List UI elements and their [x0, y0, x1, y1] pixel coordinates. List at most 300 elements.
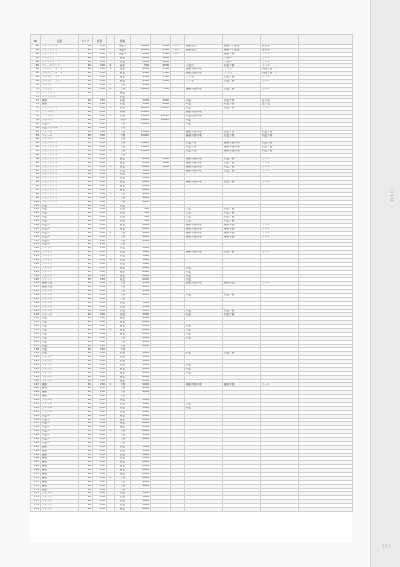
table-cell: 初場 [115, 107, 131, 111]
table-cell: 初量 [41, 344, 79, 348]
table-cell: 9000 [131, 437, 151, 441]
table-cell: 初量ク場 [223, 99, 261, 103]
table-cell: 250 [93, 294, 107, 298]
table-cell: 40 [79, 410, 93, 414]
table-cell: 111 [31, 243, 41, 247]
table-cell: 千場 [115, 134, 131, 138]
table-cell: 40 [79, 243, 93, 247]
table-cell: ミース [261, 165, 299, 169]
table-cell: 初量 [115, 220, 131, 224]
table-cell: 魔術 [41, 469, 79, 473]
table-cell: 着量 [115, 426, 131, 430]
table-cell: 着量 [115, 325, 131, 329]
table-cell: 250 [93, 317, 107, 321]
table-cell: ブロンズ [41, 262, 79, 266]
table-cell: 3000 [131, 99, 151, 103]
table-cell: 80 [31, 122, 41, 126]
table-cell: 初量 [41, 317, 79, 321]
table-cell: 250 [93, 465, 107, 469]
table-cell: 250 [93, 239, 107, 243]
table-cell: 魔術 [41, 445, 79, 449]
table-cell: フレーヤ・ル・メ [41, 68, 79, 72]
table-cell: 魔術帝国 [223, 231, 261, 235]
table-cell: 9000 [131, 192, 151, 196]
table-cell: 初量 [115, 496, 131, 500]
table-cell: フォクサクス [41, 45, 79, 49]
table-cell: 0 [107, 87, 115, 91]
table-cell: 82 [31, 130, 41, 134]
table-cell: 初量 [115, 453, 131, 457]
table-cell: 250 [93, 445, 107, 449]
table-cell: 3000 [131, 402, 151, 406]
table-cell: 着量 [115, 461, 131, 465]
table-cell: 40 [79, 364, 93, 368]
table-cell: 初量 [115, 99, 131, 103]
table-cell: フォーン [41, 379, 79, 383]
table-cell: 250 [93, 146, 107, 150]
table-cell: 40 [79, 352, 93, 356]
table-cell: 6000 [131, 60, 151, 64]
table-cell: 250 [93, 118, 107, 122]
table-cell: 初量 [115, 216, 131, 220]
table-cell: 着量 [115, 371, 131, 375]
table-cell: 133 [31, 329, 41, 333]
table-cell: 40 [79, 472, 93, 476]
table-cell: 40 [79, 130, 93, 134]
table-cell: 98 [31, 192, 41, 196]
table-cell: 250 [93, 48, 107, 52]
table-cell: 67 [31, 72, 41, 76]
table-cell: 250 [93, 414, 107, 418]
table-cell: 魔術 [41, 484, 79, 488]
table-cell: 着量 [115, 72, 131, 76]
table-cell: 初量 [185, 313, 223, 317]
table-cell [223, 507, 261, 511]
table-cell: 魔術 [41, 449, 79, 453]
table-cell: ミース [261, 161, 299, 165]
table-cell: 250 [93, 107, 107, 111]
side-label: ITEM [389, 190, 394, 202]
table-cell: 250 [93, 402, 107, 406]
table-cell: 魔術帝国の場 [185, 223, 223, 227]
table-cell: 40 [79, 255, 93, 259]
table-cell: 40 [79, 504, 93, 508]
table-cell: 40 [79, 395, 93, 399]
table-cell: ミース [261, 282, 299, 286]
table-cell: 40 [79, 274, 93, 278]
table-cell: 初量 [115, 204, 131, 208]
table-cell: 初量 [185, 352, 223, 356]
table-cell: ブロンズ [41, 251, 79, 255]
table-cell: 110 [31, 239, 41, 243]
table-cell: 162 [31, 441, 41, 445]
table-cell: 78 [31, 115, 41, 119]
table-cell: 250 [93, 434, 107, 438]
table-cell: 千場 [115, 488, 131, 492]
table-cell: 1 [107, 192, 115, 196]
table-cell: 6000 [131, 329, 151, 333]
table-cell: フォーン [41, 266, 79, 270]
table-cell: 5500 [151, 52, 171, 56]
table-cell: 40 [79, 367, 93, 371]
table-cell: 250 [93, 169, 107, 173]
table-cell: 250 [93, 286, 107, 290]
table-cell: 魔術帝国 [223, 383, 261, 387]
table-cell: 40 [79, 235, 93, 239]
table-cell: 人量だ [185, 64, 223, 68]
table-cell: 初量 [115, 352, 131, 356]
table-cell: フォクサクス [41, 200, 79, 204]
table-cell: ミース [261, 181, 299, 185]
table-cell: 魔術帝国の場 [185, 251, 223, 255]
table-cell: 千場 [115, 200, 131, 204]
table-cell: 魔術 [41, 391, 79, 395]
table-cell: 千場 [115, 239, 131, 243]
table-cell: 500 [131, 216, 151, 220]
column-header [107, 35, 115, 45]
table-cell: 魔術帝国 [223, 223, 261, 227]
table-cell: ミネ7 [171, 52, 185, 56]
table-cell: 着量 [115, 375, 131, 379]
table-cell: 40 [79, 379, 93, 383]
table-cell: 149 [31, 391, 41, 395]
table-cell: 6500 [151, 48, 171, 52]
table-cell: 250 [93, 492, 107, 496]
table-cell: 250 [93, 367, 107, 371]
table-cell: 9000 [131, 294, 151, 298]
table-cell: フォーン [41, 364, 79, 368]
table-cell: 魔術帝国の場 [223, 146, 261, 150]
table-cell: フォクサクス [41, 107, 79, 111]
table-cell: 千場 [115, 340, 131, 344]
table-cell: 143 [31, 367, 41, 371]
table-cell: 人量 [185, 212, 223, 216]
table-cell [107, 507, 115, 511]
table-cell: 40 [79, 76, 93, 80]
table-cell: 千場 [115, 235, 131, 239]
table-cell: 250 [93, 476, 107, 480]
table-cell: 魔術 [41, 465, 79, 469]
table-cell: フォーン [41, 500, 79, 504]
table-cell: 3500 [151, 80, 171, 84]
table-cell: 40 [79, 258, 93, 262]
table-cell: 40 [79, 103, 93, 107]
table-cell: フォーン [41, 492, 79, 496]
table-cell: 40 [79, 87, 93, 91]
table-cell: 初量ル [41, 235, 79, 239]
table-cell: 魔術帝国の場 [185, 383, 223, 387]
table-cell: 1 [107, 83, 115, 87]
table-cell: 初量 [41, 352, 79, 356]
table-cell: 6000 [131, 507, 151, 511]
table-cell: 初量ル [41, 426, 79, 430]
table-cell: 118 [31, 270, 41, 274]
table-cell: 250 [93, 200, 107, 204]
table-cell: 着量2 [115, 48, 131, 52]
table-cell: 250 [93, 80, 107, 84]
table-cell: 初量 [41, 216, 79, 220]
table-cell: ラバーログ [41, 111, 79, 115]
table-cell: 141 [31, 360, 41, 364]
table-cell: 40 [79, 391, 93, 395]
table-cell: 140 [31, 356, 41, 360]
table-cell: 99 [31, 196, 41, 200]
table-cell: 5000 [151, 60, 171, 64]
table-cell: ミネ5 [171, 45, 185, 49]
table-cell: 魔術帝国の場 [185, 87, 223, 91]
table-cell: 250 [93, 336, 107, 340]
table-cell: 0 [107, 258, 115, 262]
table-cell: 40 [79, 161, 93, 165]
table-cell: 40 [79, 496, 93, 500]
table-cell: 129 [31, 313, 41, 317]
table-cell: 166 [31, 457, 41, 461]
table-cell: 3500 [151, 76, 171, 80]
table-cell: フォール [41, 297, 79, 301]
table-cell: フォクサクス [41, 157, 79, 161]
table-cell: 128 [31, 309, 41, 313]
table-cell: 164 [31, 449, 41, 453]
table-cell: 40 [79, 375, 93, 379]
table-cell: 250 [93, 227, 107, 231]
table-cell: 人量 [185, 220, 223, 224]
table-cell: 84 [31, 138, 41, 142]
table-cell: 154 [31, 410, 41, 414]
table-cell: 初量ク間 [223, 87, 261, 91]
table-cell: 132 [31, 325, 41, 329]
table-cell: 250 [93, 313, 107, 317]
table-cell: 6000 [131, 185, 151, 189]
table-cell: フォーン [41, 356, 79, 360]
table-cell: フォクサクス [41, 173, 79, 177]
table-cell: 40 [79, 208, 93, 212]
table-cell: 初量 [41, 212, 79, 216]
table-cell: 初量帝国の場 [185, 115, 223, 119]
table-cell: フォクサクス [41, 185, 79, 189]
table-cell: 3000 [131, 251, 151, 255]
table-cell: 250 [93, 126, 107, 130]
table-cell: 3000 [131, 504, 151, 508]
table-cell: 40 [79, 216, 93, 220]
table-cell: 初量ク間 [223, 157, 261, 161]
table-cell: 初量 [115, 504, 131, 508]
table-cell: 500 [131, 212, 151, 216]
table-cell: 112 [31, 247, 41, 251]
table-cell: 着量 [115, 469, 131, 473]
table-cell: 初量 [115, 402, 131, 406]
table-cell: 建築ク間 [223, 52, 261, 56]
table-cell: 初量 [115, 309, 131, 313]
table-cell: 250 [93, 364, 107, 368]
table-cell: 1 [107, 68, 115, 72]
table-cell: 6000 [131, 414, 151, 418]
table-cell: フォール [41, 134, 79, 138]
table-cell: 9000 [131, 387, 151, 391]
table-cell: 250 [93, 255, 107, 259]
table-cell: 4500 [131, 72, 151, 76]
table-cell: フォーン [41, 507, 79, 511]
table-cell: 千場 [115, 383, 131, 387]
table-cell: ブラウザー [41, 91, 79, 95]
table-cell: 初量 [115, 399, 131, 403]
table-cell: 250 [93, 247, 107, 251]
table-cell: 魔術帝国の場 [185, 111, 223, 115]
table-cell: 初量ク場 [185, 146, 223, 150]
table-cell: 250 [93, 223, 107, 227]
table-cell: 40 [79, 445, 93, 449]
table-cell: 169 [31, 469, 41, 473]
table-cell: 250 [93, 399, 107, 403]
table-cell: ミース [261, 64, 299, 68]
table-cell: 初量ル [41, 227, 79, 231]
table-cell: 魔術帝国の場 [223, 150, 261, 154]
table-cell: フォール [41, 313, 79, 317]
table-header-row [31, 35, 353, 45]
table-cell: 戦闘アイ建築 [223, 48, 261, 52]
table-cell: 6000 [131, 270, 151, 274]
table-cell: 250 [93, 360, 107, 364]
table-cell: 初量ル [41, 414, 79, 418]
table-cell: 9000 [131, 480, 151, 484]
table-cell: 初量 [115, 169, 131, 173]
table-cell: 174 [31, 488, 41, 492]
table-cell: 40000 [131, 107, 151, 111]
table-cell: 着量 [115, 418, 131, 422]
table-cell: 40 [79, 461, 93, 465]
table-cell: 着量 [115, 321, 131, 325]
table-cell: 3000 [131, 457, 151, 461]
table-cell: 初量ク間 [223, 80, 261, 84]
table-cell: ミネ6 [171, 48, 185, 52]
table-cell: 77 [31, 111, 41, 115]
table-cell: 初量 [115, 301, 131, 305]
table-cell: 9000 [131, 484, 151, 488]
table-cell: 初量 [115, 356, 131, 360]
table-cell: 着量 [115, 507, 131, 511]
table-cell: 250 [93, 111, 107, 115]
table-cell: 134 [31, 332, 41, 336]
table-cell: 初量ク間 [261, 142, 299, 146]
table-cell: 135 [31, 336, 41, 340]
table-cell: 魔術帝国の場 [185, 235, 223, 239]
table-cell: 153 [31, 406, 41, 410]
table-cell: 89 [31, 157, 41, 161]
table-cell: 109 [31, 235, 41, 239]
table-cell: 250 [93, 177, 107, 181]
table-cell: 40 [79, 99, 93, 103]
table-cell: 魔術帝国の場 [185, 130, 223, 134]
table-cell: 83 [31, 134, 41, 138]
table-cell: 167 [31, 461, 41, 465]
table-cell: 千場 [115, 387, 131, 391]
table-cell: 250 [93, 457, 107, 461]
table-cell: 40 [79, 64, 93, 68]
table-cell: 40 [79, 157, 93, 161]
table-cell: 初量 [115, 313, 131, 317]
table-cell: 魔術 [41, 488, 79, 492]
table-cell: 40 [79, 321, 93, 325]
table-cell: 着量 [115, 332, 131, 336]
column-header [261, 35, 299, 45]
table-cell: 1 [107, 383, 115, 387]
table-cell: 初量 [185, 122, 223, 126]
table-cell: 6000 [131, 181, 151, 185]
table-cell: 6000 [131, 418, 151, 422]
table-cell: 40 [79, 177, 93, 181]
table-cell: 40 [79, 500, 93, 504]
table-cell: 40 [79, 426, 93, 430]
table-cell: 9000 [131, 231, 151, 235]
table-cell: 9000 [131, 235, 151, 239]
table-cell: 250 [93, 426, 107, 430]
table-cell: 40 [79, 223, 93, 227]
table-cell: 量ク量 [261, 99, 299, 103]
table-cell: 魔術帝国の場 [185, 169, 223, 173]
table-cell: 500 [131, 220, 151, 224]
table-cell: 40 [79, 301, 93, 305]
table-cell: ミ ヒビ [223, 72, 261, 76]
table-cell: 40 [79, 476, 93, 480]
table-cell: 88 [31, 153, 41, 157]
table-cell: 250 [93, 60, 107, 64]
table-cell: 魔術帝国の場 [223, 142, 261, 146]
table-cell: 3500 [151, 64, 171, 68]
table-cell: 40 [79, 200, 93, 204]
table-cell: 5000 [151, 56, 171, 60]
table-cell: 250 [93, 122, 107, 126]
table-cell: フォール [41, 399, 79, 403]
table-cell: 初量 [115, 364, 131, 368]
table-cell: 165 [31, 453, 41, 457]
table-cell: 40 [79, 118, 93, 122]
column-header: No [31, 35, 41, 45]
table-cell: 初量ル [41, 122, 79, 126]
table-cell: 9000 [131, 83, 151, 87]
table-cell: 3000 [131, 492, 151, 496]
table-cell: 40 [79, 422, 93, 426]
table-cell: 63 [31, 56, 41, 60]
table-cell: 40 [79, 507, 93, 511]
table-cell: 千場 [115, 231, 131, 235]
table-cell: 9000 [131, 286, 151, 290]
table-cell: 250 [93, 325, 107, 329]
table-cell: 250 [93, 76, 107, 80]
table-cell: 10000 [131, 87, 151, 91]
table-cell: 着量 [115, 181, 131, 185]
table-cell: 250 [93, 329, 107, 333]
column-header [151, 35, 171, 45]
table-cell: 113 [31, 251, 41, 255]
table-cell: 着量 [115, 161, 131, 165]
table-cell: 初量 [115, 60, 131, 64]
table-cell: フォクサクス [41, 165, 79, 169]
table-cell: 初量 [115, 360, 131, 364]
table-cell: 初量 [185, 266, 223, 270]
table-cell: 初量ク間 [223, 208, 261, 212]
table-cell: ミース [261, 60, 299, 64]
table-cell: 6000 [131, 367, 151, 371]
table-cell: 3000 [131, 399, 151, 403]
table-cell: 68 [31, 76, 41, 80]
table-cell: 40 [79, 399, 93, 403]
table-cell: 250 [93, 235, 107, 239]
table-cell: 40 [79, 80, 93, 84]
table-cell: 40 [79, 91, 93, 95]
table-cell: 魔術帝国 [41, 282, 79, 286]
table-cell: 126 [31, 301, 41, 305]
table-cell: 着量 [115, 56, 131, 60]
table-cell: 172 [31, 480, 41, 484]
